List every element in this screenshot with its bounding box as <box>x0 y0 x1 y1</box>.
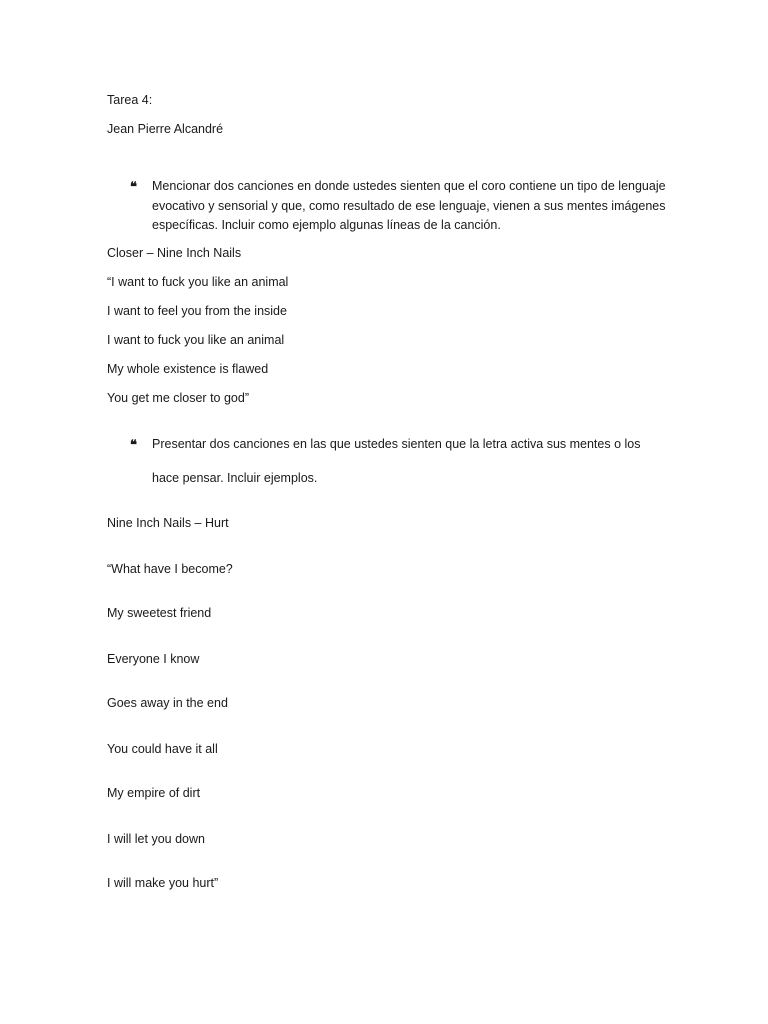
song-1-line: You get me closer to god” <box>107 391 249 405</box>
quote-bullet-icon: ❝ <box>130 179 137 194</box>
song-2-line: I will let you down <box>107 832 205 846</box>
song-2-line: I will make you hurt” <box>107 876 219 890</box>
doc-author: Jean Pierre Alcandré <box>107 122 224 136</box>
song-1-line: I want to feel you from the inside <box>107 304 287 318</box>
quote-bullet-icon: ❝ <box>130 437 137 452</box>
song-2-line: Everyone I know <box>107 652 200 666</box>
song-1-title: Closer – Nine Inch Nails <box>107 246 242 260</box>
question-2-line-2: hace pensar. Incluir ejemplos. <box>152 471 318 485</box>
song-1-line: “I want to fuck you like an animal <box>107 275 289 289</box>
song-2-line: My empire of dirt <box>107 786 201 800</box>
song-2-line: You could have it all <box>107 742 218 756</box>
song-2-line: Goes away in the end <box>107 696 228 710</box>
song-1-line: I want to fuck you like an animal <box>107 333 285 347</box>
song-2-line: My sweetest friend <box>107 606 212 620</box>
song-1-line: My whole existence is flawed <box>107 362 269 376</box>
doc-title: Tarea 4: <box>107 93 153 107</box>
question-1: Mencionar dos canciones en donde ustedes sienten que el coro contiene un tipo de lenguaje evocativo y sensorial y que, como resultado de ese lenguaje, vienen a sus mentes imágenes específicas. Incluir como ejemplo algunas líneas de la canción. <box>152 179 666 232</box>
song-2-title: Nine Inch Nails – Hurt <box>107 516 229 530</box>
song-2-line: “What have I become? <box>107 562 233 576</box>
question-2-line-1: Presentar dos canciones en las que ustedes sienten que la letra activa sus mentes o los <box>152 437 641 451</box>
